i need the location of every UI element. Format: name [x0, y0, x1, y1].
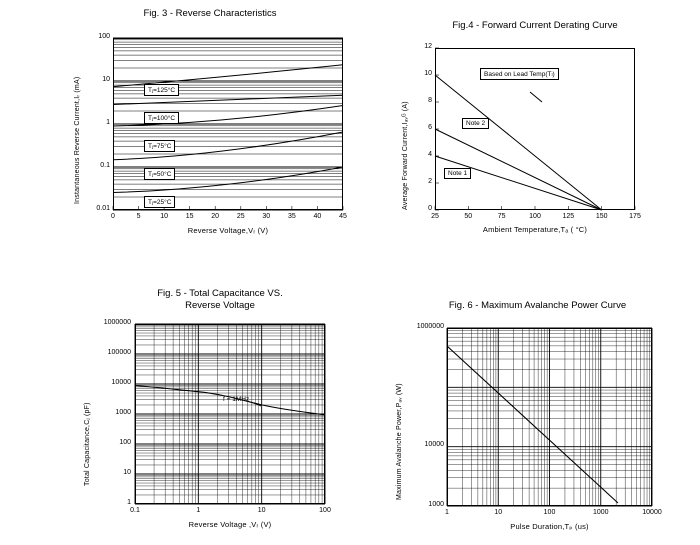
figure-3-annotation-125c: Tⱼ=125°C	[144, 84, 179, 96]
figure-4-ytick-4: 4	[428, 151, 432, 158]
figure-4-xtick-125: 125	[562, 213, 575, 220]
figure-4-xaxis-title: Ambient Temperature,Tₐ ( °C)	[482, 225, 588, 234]
figure-5-ytick-10: 10	[123, 469, 131, 476]
figure-4-xtick-100: 100	[529, 213, 541, 220]
figure-4-ytick-6: 6	[428, 124, 432, 131]
figure-5-title: Fig. 5 - Total Capacitance VS.	[157, 288, 283, 299]
figure-5-ytick-100: 100	[119, 439, 131, 446]
figure-5-annotation-frequency: f = 1MHz	[223, 396, 250, 403]
figure-4-xtick-75: 75	[497, 213, 506, 220]
figure-5-ytick-1000000: 1000000	[103, 319, 131, 326]
figure-3-panel	[60, 8, 360, 248]
figure-3-ytick-0.01: 0.01	[96, 205, 110, 212]
figure-4-ytick-8: 8	[428, 97, 432, 104]
figure-5-plot	[75, 318, 365, 533]
figure-3-xaxis-title: Reverse Voltage,Vᵣ (V)	[187, 226, 269, 235]
figure-6-xtick-100: 100	[543, 509, 556, 516]
figure-3-yaxis-title: Instantaneous Reverse Current,Iᵣ (mA)	[74, 76, 81, 204]
figure-3-xtick-25: 25	[236, 213, 245, 220]
figure-4-annotation-note2: Note 2	[462, 118, 489, 129]
figure-4-title: Fig.4 - Forward Current Derating Curve	[452, 20, 618, 31]
figure-4-ytick-10: 10	[424, 70, 432, 77]
figure-4-plot	[390, 42, 680, 242]
figure-3-annotation-75c: Tⱼ=75°C	[144, 140, 175, 152]
figure-5-panel	[75, 288, 365, 538]
figure-4-ytick-12: 12	[424, 43, 432, 50]
figure-3-xtick-0: 0	[111, 213, 115, 220]
figure-4-annotation-lead-temp: Based on Lead Temp(Tₗ)	[480, 68, 559, 80]
figure-5-xtick-10: 10	[257, 507, 266, 514]
figure-5-subtitle: Reverse Voltage	[185, 300, 255, 311]
figure-4-yaxis-title: Average Forward Current,Iₐᵥᴳ (A)	[402, 101, 409, 210]
figure-3-xtick-45: 45	[339, 213, 347, 220]
figure-5-ytick-100000: 100000	[107, 349, 131, 356]
figure-3-xtick-35: 35	[287, 213, 296, 220]
figure-4-ytick-0: 0	[428, 205, 432, 212]
figure-3-xtick-10: 10	[160, 213, 168, 220]
figure-5-ytick-1: 1	[127, 499, 131, 506]
figure-5-xaxis-title: Reverse Voltage ,Vᵣ (V)	[188, 520, 272, 529]
figure-4-xtick-50: 50	[464, 213, 473, 220]
figure-3-ytick-10: 10	[102, 76, 110, 83]
figure-3-xtick-30: 30	[262, 213, 271, 220]
figure-3-xtick-40: 40	[313, 213, 322, 220]
figure-6-xtick-1000: 1000	[592, 509, 609, 516]
figure-4-annotation-note1: Note 1	[444, 168, 471, 179]
figure-6-xtick-10000: 10000	[642, 509, 662, 516]
figure-4-xtick-150: 150	[595, 213, 608, 220]
figure-6-xaxis-title: Pulse Duration,Tₚ (us)	[510, 522, 589, 531]
figure-3-xtick-5: 5	[136, 213, 141, 220]
figure-3-annotation-100c: Tⱼ=100°C	[144, 112, 179, 124]
figure-5-xtick-100: 100	[319, 507, 331, 514]
figure-3-xtick-20: 20	[211, 213, 220, 220]
figure-5-ytick-10000: 10000	[111, 379, 131, 386]
figure-3-ytick-0.1: 0.1	[100, 162, 110, 169]
figure-6-ytick-1000: 1000	[428, 501, 444, 508]
figure-3-ytick-1: 1	[106, 119, 110, 126]
figure-6-title: Fig. 6 - Maximum Avalanche Power Curve	[448, 300, 627, 311]
figure-4-ytick-2: 2	[428, 178, 432, 185]
figure-3-annotation-25c: Tⱼ=25°C	[144, 196, 175, 208]
figure-4-panel	[390, 20, 680, 250]
figure-3-ytick-100: 100	[98, 33, 110, 40]
figure-3-title: Fig. 3 - Reverse Characteristics	[143, 8, 277, 19]
figure-3-annotation-50c: Tⱼ=50°C	[144, 168, 175, 180]
figure-5-yaxis-title: Total Capacitance,Cⱼ (pF)	[84, 402, 91, 486]
figure-5-ytick-1000: 1000	[115, 409, 131, 416]
figure-3-xtick-15: 15	[185, 213, 194, 220]
figure-4-xtick-25: 25	[431, 213, 439, 220]
figure-6-ytick-10000: 10000	[424, 441, 444, 448]
figure-6-panel	[390, 300, 685, 540]
figure-5-xtick-1: 1	[196, 507, 201, 514]
figure-6-ytick-1000000: 1000000	[416, 323, 444, 330]
figure-5-xtick-0.1: 0.1	[130, 507, 140, 514]
figure-6-yaxis-title: Maximum Avalanche Power,Pₐᵥ (W)	[396, 383, 403, 500]
figure-6-xtick-1: 1	[445, 509, 449, 516]
figure-3-plot	[60, 32, 360, 247]
figure-4-xtick-175: 175	[629, 213, 641, 220]
figure-6-xtick-10: 10	[494, 509, 503, 516]
figure-6-plot	[390, 320, 685, 535]
